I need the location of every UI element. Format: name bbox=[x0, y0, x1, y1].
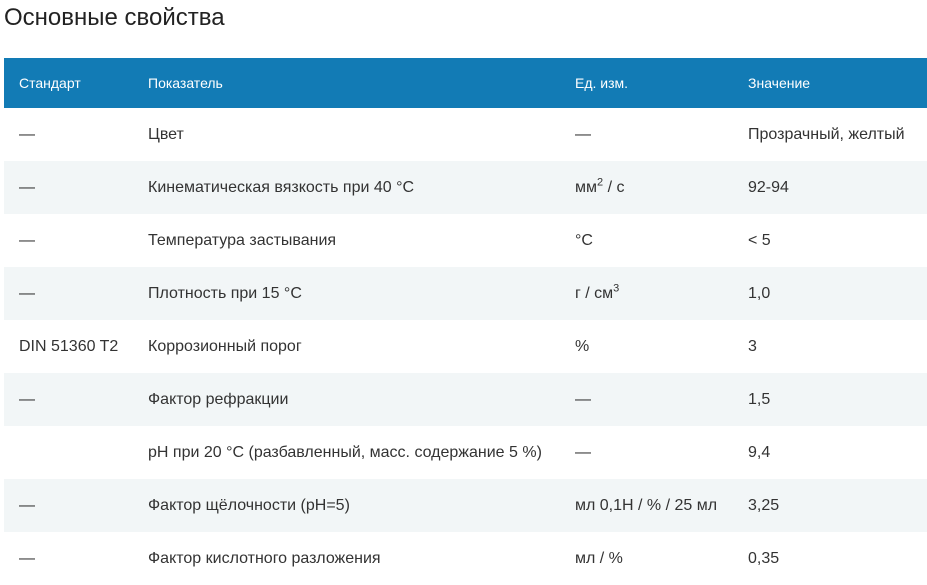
cell-value: 3,25 bbox=[733, 479, 927, 532]
cell-parameter: Коррозионный порог bbox=[133, 320, 560, 373]
cell-parameter: Фактор кислотного разложения bbox=[133, 532, 560, 585]
cell-value: 0,35 bbox=[733, 532, 927, 585]
table-row bbox=[4, 426, 927, 479]
cell-parameter: Фактор рефракции bbox=[133, 373, 560, 426]
cell-value: 1,0 bbox=[733, 267, 927, 320]
header-row bbox=[4, 58, 927, 108]
cell-parameter: Плотность при 15 °C bbox=[133, 267, 560, 320]
header-parameter: Показатель bbox=[133, 58, 560, 108]
cell-unit: мл / % bbox=[560, 532, 733, 585]
cell-standard: — bbox=[4, 214, 133, 267]
cell-standard: — bbox=[4, 161, 133, 214]
table-row bbox=[4, 214, 927, 267]
table-row bbox=[4, 108, 927, 161]
cell-standard bbox=[4, 426, 133, 479]
header-standard: Стандарт bbox=[4, 58, 133, 108]
cell-parameter: Фактор щёлочности (pH=5) bbox=[133, 479, 560, 532]
cell-standard: — bbox=[4, 267, 133, 320]
table-row bbox=[4, 479, 927, 532]
table-header bbox=[4, 58, 927, 108]
table-row bbox=[4, 161, 927, 214]
cell-unit: $мм^2$ / с bbox=[560, 161, 733, 214]
table-row bbox=[4, 320, 927, 373]
cell-unit: мл 0,1Н / % / 25 мл bbox=[560, 479, 733, 532]
table-row bbox=[4, 532, 927, 585]
properties-table bbox=[4, 58, 927, 585]
cell-parameter: pH при 20 °C (разбавленный, масс. содержание 5 %) bbox=[133, 426, 560, 479]
table-row bbox=[4, 267, 927, 320]
page-title: Основные свойства bbox=[4, 4, 225, 31]
cell-value: 1,5 bbox=[733, 373, 927, 426]
table-row bbox=[4, 373, 927, 426]
header-value: Значение bbox=[733, 58, 927, 108]
cell-unit: % bbox=[560, 320, 733, 373]
cell-unit: — bbox=[560, 426, 733, 479]
cell-parameter: Цвет bbox=[133, 108, 560, 161]
cell-value: 9,4 bbox=[733, 426, 927, 479]
cell-standard: — bbox=[4, 479, 133, 532]
cell-unit: °C bbox=[560, 214, 733, 267]
cell-value: 3 bbox=[733, 320, 927, 373]
header-unit: Ед. изм. bbox=[560, 58, 733, 108]
cell-standard: — bbox=[4, 108, 133, 161]
table-body bbox=[4, 108, 927, 585]
cell-unit: — bbox=[560, 108, 733, 161]
cell-value: Прозрачный, желтый bbox=[733, 108, 927, 161]
cell-standard: — bbox=[4, 532, 133, 585]
cell-parameter: Кинематическая вязкость при 40 °C bbox=[133, 161, 560, 214]
cell-value: < 5 bbox=[733, 214, 927, 267]
cell-value: 92-94 bbox=[733, 161, 927, 214]
cell-standard: DIN 51360 T2 bbox=[4, 320, 133, 373]
cell-unit: — bbox=[560, 373, 733, 426]
cell-unit: г / $см^3$ bbox=[560, 267, 733, 320]
cell-standard: — bbox=[4, 373, 133, 426]
cell-parameter: Температура застывания bbox=[133, 214, 560, 267]
